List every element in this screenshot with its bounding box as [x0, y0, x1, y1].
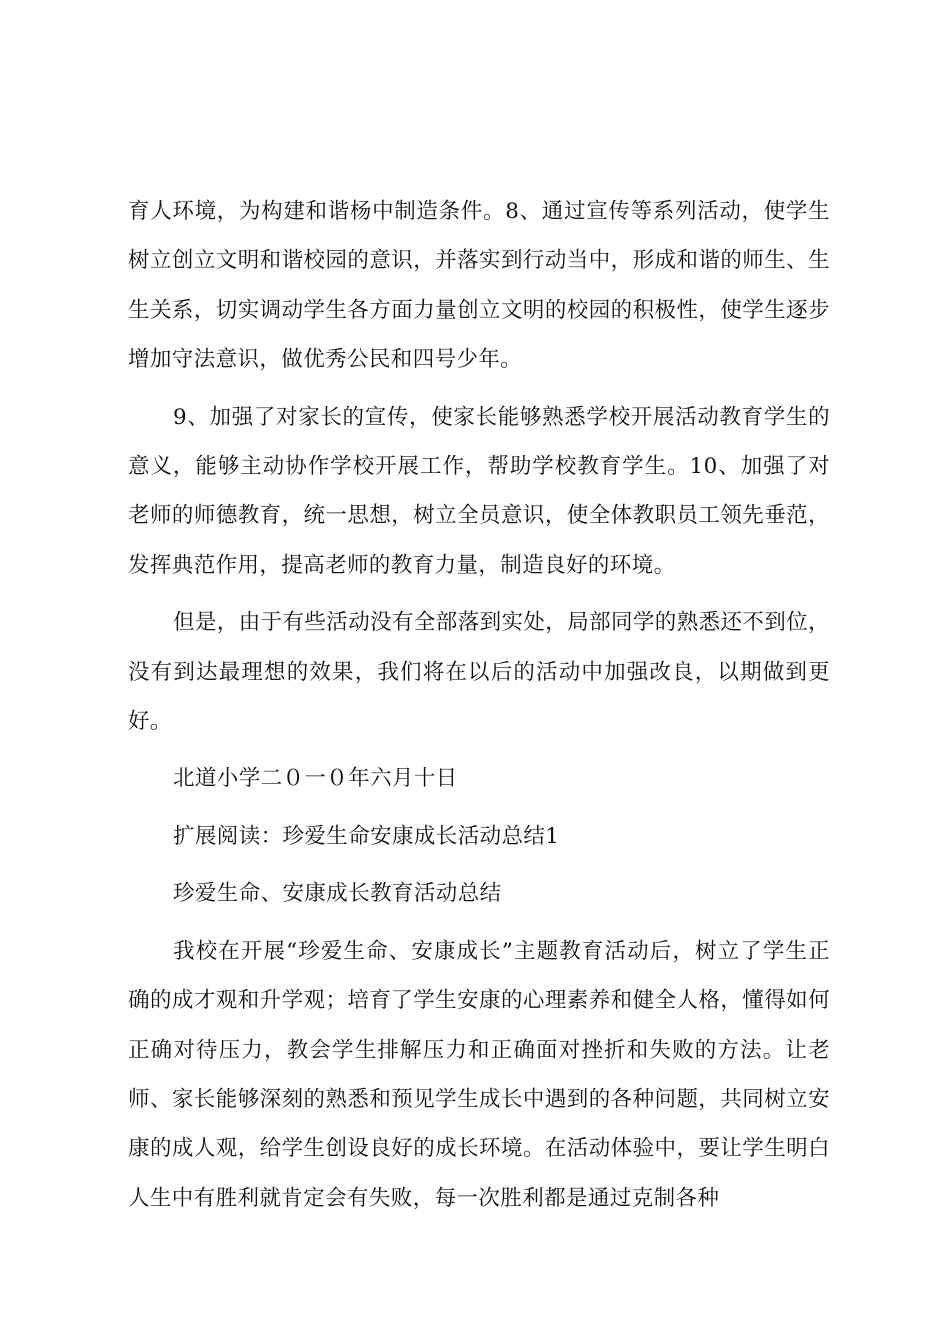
paragraph-gap: [128, 919, 830, 927]
section-title: 珍爱生命、安康成长教育活动总结: [173, 881, 502, 907]
paragraph-1: 育人环境，为构建和谐杨中制造条件。8、通过宣传等系列活动，使学生树立创立文明和谐校园的意识，并落实到行动当中，形成和谐的师生、生生关系，切实调动学生各方面力量创立文明的校园的积极性，使学生逐步增加守法意识，做优秀公民和四号少年。: [128, 199, 830, 373]
extended-reading-line: 扩展阅读：珍爱生命安康成长活动总结1: [173, 823, 560, 849]
paragraph-3: 但是，由于有些活动没有全部落到实处，局部同学的熟悉还不到位，没有到达最理想的效果，我们将在以后的活动中加强改良，以期做到更好。: [128, 610, 831, 735]
paragraph-gap: [128, 804, 830, 812]
paragraph-2: 9、加强了对家长的宣传，使家长能够熟悉学校开展活动教育学生的意义，能够主动协作学校开展工作，帮助学校教育学生。10、加强了对老师的师德教育，统一思想，树立全员意识，使全体教职员工领先垂范，发挥典范作用，提高老师的教育力量，制造良好的环境。: [128, 404, 830, 578]
document-body: [128, 187, 830, 1223]
paragraph-gap: [128, 385, 830, 393]
paragraph-gap: [128, 590, 830, 598]
paragraph-7: 我校在开展“珍爱生命、安康成长”主题教育活动后，树立了学生正确的成才观和升学观；培育了学生安康的心理素养和健全人格，懂得如何正确对待压力，教会学生排解压力和正确面对挫折和失败的方法。让老师、家长能够深刻的熟悉和预见学生成长中遇到的各种问题，共同树立安康的成人观，给学生创设良好的成长环境。在活动体验中，要让学生明白人生中有胜利就肯定会有失败，每一次胜利都是通过克制各种: [128, 938, 830, 1211]
date-line: 北道小学二０一０年六月十日: [173, 766, 458, 792]
paragraph-gap: [128, 861, 830, 869]
paragraph-gap: [128, 746, 830, 754]
